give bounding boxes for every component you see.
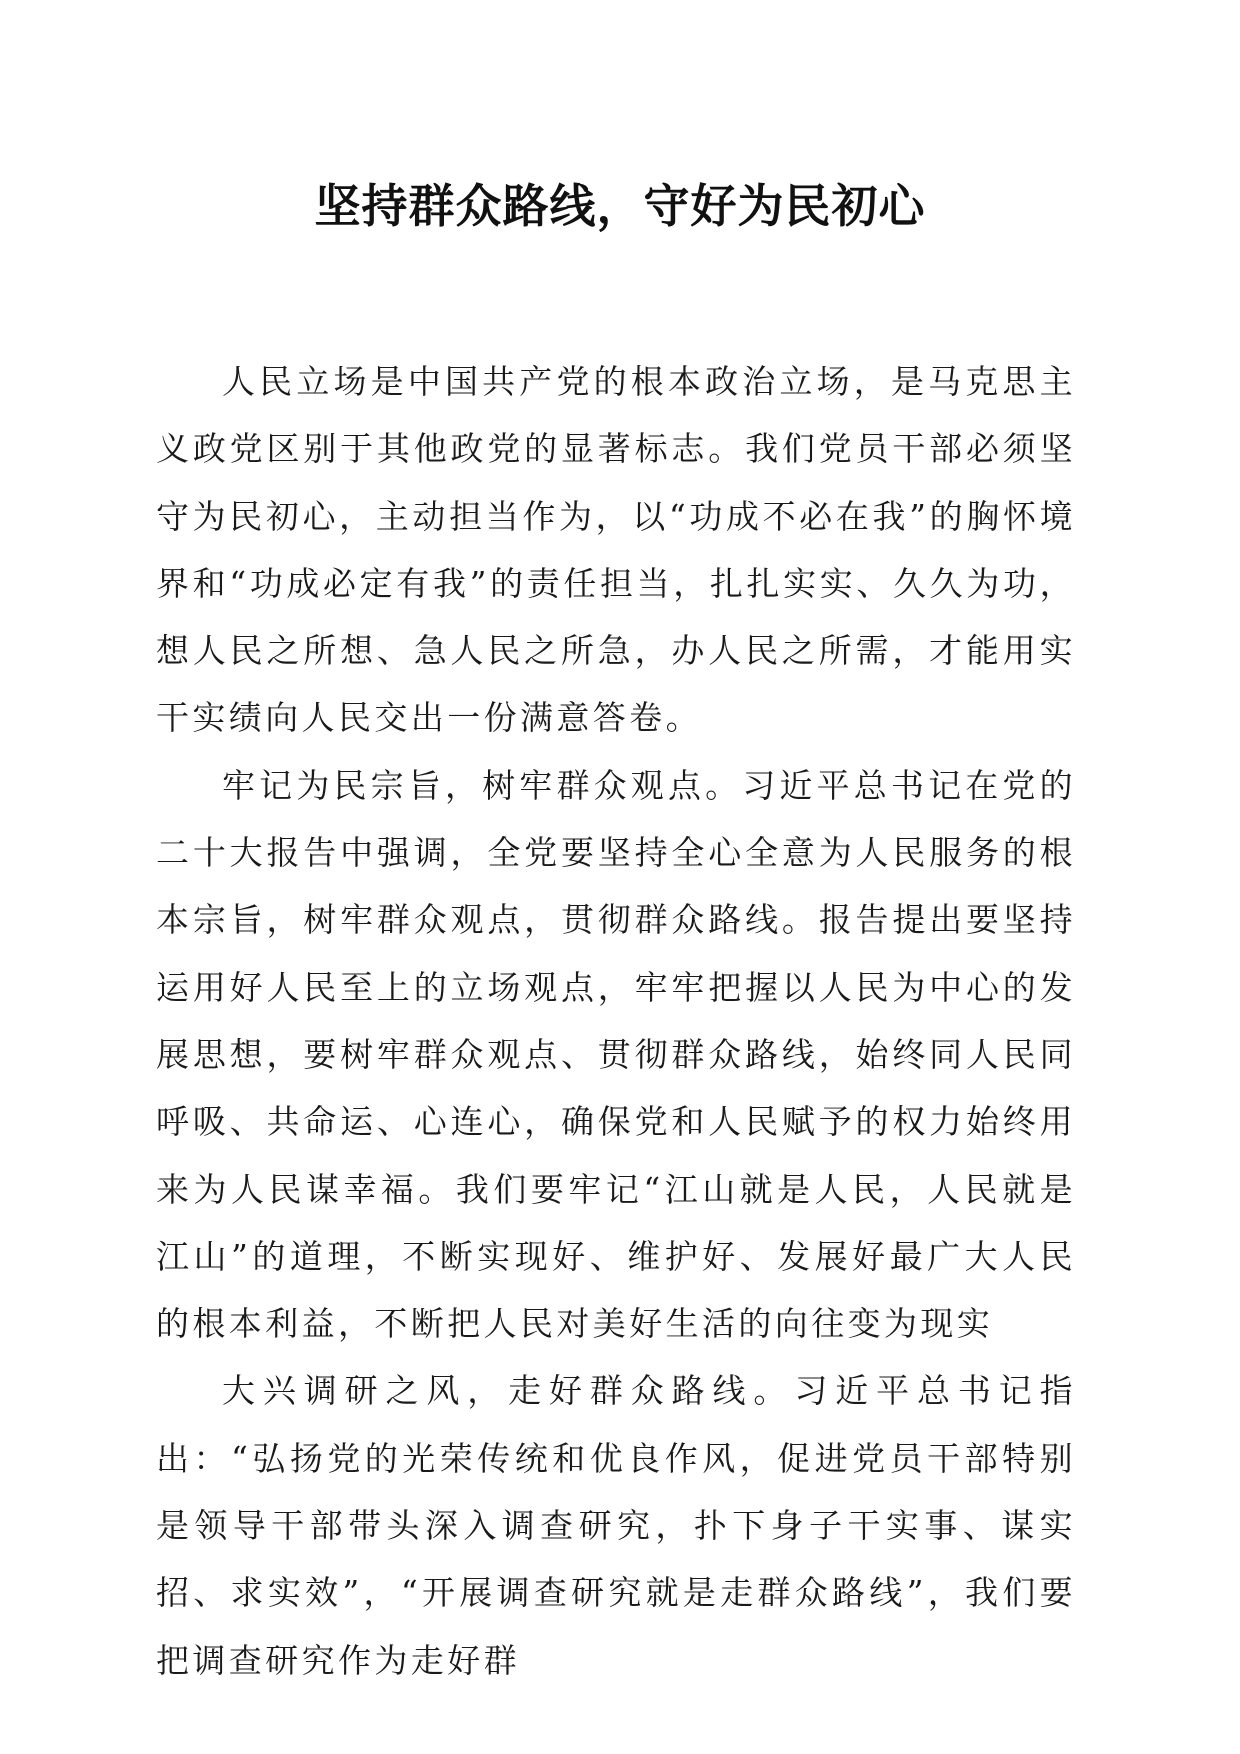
document-title: 坚持群众路线，守好为民初心 bbox=[314, 179, 926, 233]
paragraph-mass-viewpoint: 牢记为民宗旨，树牢群众观点。习近平总书记在党的二十大报告中强调，全党要坚持全心全意为人民服务的根本宗旨，树牢群众观点，贯彻群众路线。报告提出要坚持运用好人民至上的立场观点，牢牢把握以人民为中心的发展思想，要树牢群众观点、贯彻群众路线，始终同人民同呼吸、共命运、心连心，确保党和人民赋予的权力始终用来为人民谋幸福。我们要牢记“江山就是人民，人民就是江山”的道理，不断实现好、维护好、发展好最广大人民的根本利益，不断把人民对美好生活的向往变为现实 bbox=[156, 765, 1076, 1344]
document-body bbox=[156, 348, 1076, 1694]
paragraph-people-stance: 人民立场是中国共产党的根本政治立场，是马克思主义政党区别于其他政党的显著标志。我们党员干部必须坚守为民初心，主动担当作为，以“功成不必在我”的胸怀境界和“功成必定有我”的责任担当，扎扎实实、久久为功，想人民之所想、急人民之所急，办人民之所需，才能用实干实绩向人民交出一份满意答卷。 bbox=[156, 362, 1076, 738]
paragraph-investigation-research: 大兴调研之风，走好群众路线。习近平总书记指出：“弘扬党的光荣传统和优良作风，促进党员干部特别是领导干部带头深入调查研究，扑下身子干实事、谋实招、求实效”，“开展调查研究就是走群众路线”，我们要把调查研究作为走好群 bbox=[156, 1371, 1076, 1680]
